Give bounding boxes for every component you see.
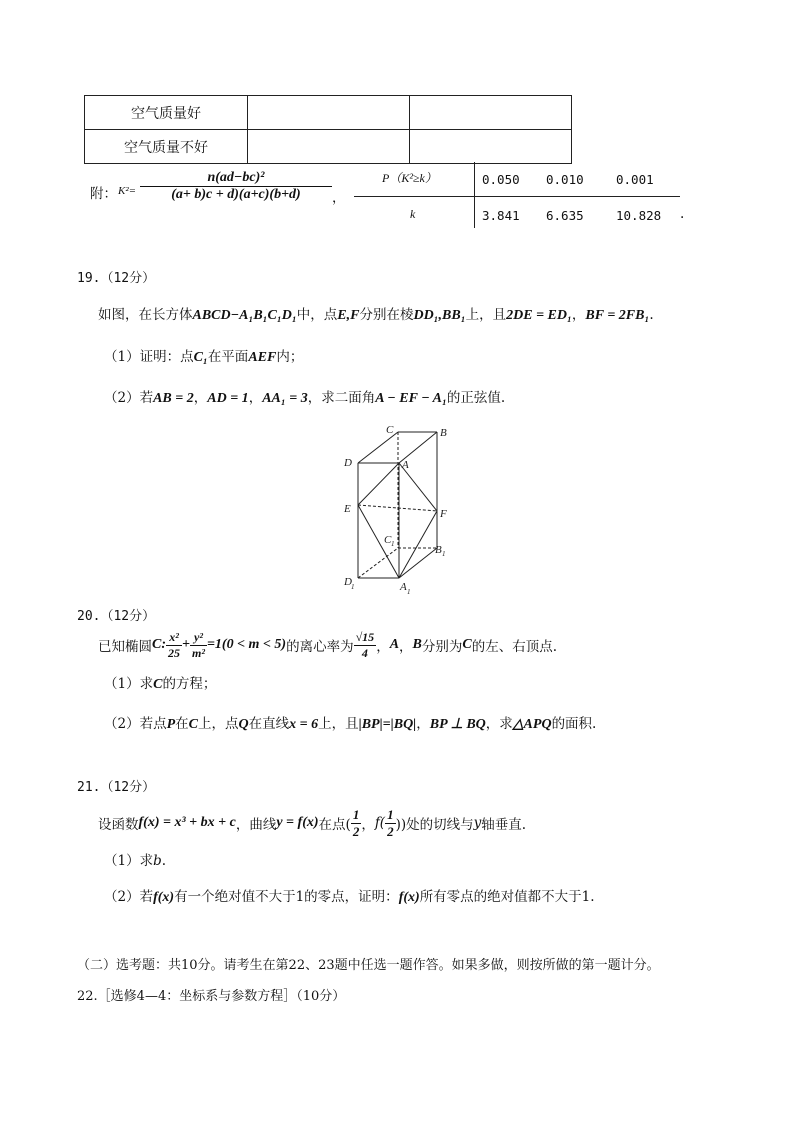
table-row: [85, 130, 572, 164]
q21-stem: [98, 804, 526, 842]
math: AD = 1: [207, 391, 249, 406]
k-header: k: [410, 207, 416, 221]
vertex-label-f: F: [440, 508, 447, 520]
text: y: [473, 815, 482, 831]
text: 轴垂直.: [481, 817, 527, 833]
air-quality-table: [84, 95, 572, 164]
math: BP ⊥ BQ: [429, 717, 486, 732]
q22-title: 22.［选修4—4：坐标系与参数方程］（10分）: [77, 989, 346, 1004]
q20-number: 20.（12分）: [77, 609, 156, 624]
half-fraction: [351, 807, 362, 840]
k-value: 6.635: [546, 208, 584, 223]
math: |BP|=|BQ|: [358, 717, 417, 732]
math: C: [188, 717, 198, 732]
k2-denominator: (a+ b)c + d)(a+c)(b+d): [171, 187, 301, 202]
math: 2DE = ED₁: [506, 308, 572, 323]
text: ，求: [485, 716, 513, 732]
text: 内；: [276, 349, 304, 365]
math: AA₁ = 3: [262, 391, 308, 406]
math: P: [166, 717, 176, 732]
text: ))处的切线与: [395, 817, 474, 833]
numerator: x²: [166, 630, 182, 646]
text: ，: [571, 307, 586, 323]
math: AEF: [248, 350, 277, 365]
math: B: [412, 637, 422, 652]
text: ，求二面角: [307, 390, 376, 406]
text: （1）求: [104, 676, 154, 692]
text: .: [649, 307, 654, 323]
text: 上，且: [465, 307, 507, 323]
text: （1）证明：点: [104, 349, 194, 365]
math: C: [152, 637, 162, 652]
text: ，: [361, 817, 375, 833]
edge: [358, 463, 399, 505]
k2-label: K²=: [118, 185, 137, 197]
denominator: 2: [352, 823, 360, 839]
denominator: 4: [361, 645, 368, 660]
text: 中，点: [296, 307, 338, 323]
denominator: 25: [168, 645, 181, 660]
text: 的左、右顶点.: [471, 639, 558, 655]
vertex-label-b: B: [440, 427, 447, 439]
math: =1(0 < m < 5): [206, 637, 287, 652]
math: y = f(x): [276, 815, 319, 830]
row-label: 空气质量好: [85, 96, 248, 130]
vertex-label-d: D: [344, 457, 352, 469]
q19-stem: [98, 303, 654, 324]
text: 设函数: [98, 817, 139, 833]
empty-cell: [248, 96, 410, 130]
edge: [399, 511, 437, 578]
text: （2）若点: [104, 716, 167, 732]
text: ，: [248, 390, 263, 406]
text: 的离心率为: [286, 639, 354, 655]
edge: [399, 548, 437, 578]
edge: [358, 432, 398, 463]
text: 分别在棱: [359, 307, 414, 323]
half-fraction: [385, 807, 396, 840]
empty-cell: [248, 130, 410, 164]
text: ，: [376, 639, 390, 655]
k-value: 10.828: [616, 208, 662, 223]
numerator: 1: [352, 806, 360, 822]
text: （1）求: [104, 853, 154, 869]
table-row: [85, 96, 572, 130]
math: f(x): [398, 890, 420, 905]
p-value: 0.050: [482, 172, 520, 187]
text: 上，点: [198, 716, 239, 732]
text: .: [161, 853, 167, 869]
p-value: 0.001: [616, 172, 654, 187]
q21-part2: [104, 885, 595, 906]
math: DD₁,BB₁: [413, 308, 466, 323]
q21-number: 21.（12分）: [77, 780, 156, 795]
text: b: [153, 853, 162, 869]
cuboid-figure: [330, 420, 470, 600]
text: ，: [193, 390, 208, 406]
q19-number: 19.（12分）: [77, 271, 156, 286]
text: （2）若: [104, 390, 154, 406]
text: ，曲线: [235, 817, 277, 833]
vertex-label-b1: B: [435, 544, 442, 556]
text: 在点(: [318, 817, 351, 833]
math: BF = 2FB₁: [585, 308, 650, 323]
subscript: 1: [442, 550, 446, 558]
numerator: 1: [387, 806, 394, 822]
math: :: [161, 637, 167, 652]
math: C₁: [193, 350, 208, 365]
text: （2）若: [104, 889, 154, 905]
x-term: [166, 630, 182, 661]
text: 分别为: [421, 639, 463, 655]
hidden-edge: [358, 548, 398, 578]
math: x = 6: [289, 717, 319, 732]
eccentricity: [354, 630, 377, 661]
numerator: y²: [190, 630, 207, 646]
text: 的正弦值.: [446, 390, 506, 406]
table-divider: [474, 162, 475, 228]
vertex-label-e: E: [344, 503, 351, 515]
subscript: 1: [391, 540, 395, 548]
appendix-comma: ，: [332, 190, 346, 206]
q21-part1: [104, 849, 166, 869]
q20-stem: [98, 628, 557, 662]
appendix-prefix: 附：: [90, 186, 117, 202]
text: 已知椭圆: [98, 639, 152, 655]
k-value: 3.841: [482, 208, 520, 223]
math: △APQ: [512, 717, 552, 732]
p-value: 0.010: [546, 172, 584, 187]
math: C: [153, 677, 163, 692]
empty-cell: [410, 130, 572, 164]
text: f(: [374, 815, 386, 831]
text: 在平面: [207, 349, 249, 365]
table-divider: [354, 196, 680, 197]
text: 如图，在长方体: [98, 307, 193, 323]
subscript: 1: [351, 583, 355, 591]
text: 在: [175, 716, 189, 732]
y-term: [190, 630, 207, 661]
vertex-label-a1: A: [400, 581, 407, 593]
vertex-label-d1: D: [344, 576, 352, 588]
p-header: P（K²≥k）: [382, 171, 437, 185]
q20-part1: [104, 672, 216, 693]
math: A − EF − A₁: [375, 391, 447, 406]
math: E,F: [337, 308, 360, 323]
math: Q: [238, 717, 249, 732]
empty-cell: [410, 96, 572, 130]
denominator: 2: [387, 823, 394, 839]
text: 的面积.: [551, 716, 597, 732]
end-dot: .: [680, 206, 685, 222]
k2-fraction: [140, 170, 332, 203]
text: 所有零点的绝对值都不大于1.: [419, 889, 595, 905]
math: f(x) = x³ + bx + c: [138, 815, 236, 830]
text: 的方程；: [162, 676, 217, 692]
vertex-label-c: C: [386, 424, 394, 436]
text: ，: [416, 716, 430, 732]
elective-header: （二）选考题：共10分。请考生在第22、23题中任选一题作答。如果多做，则按所做的第一题计分。: [77, 958, 660, 973]
text: ，: [399, 639, 413, 655]
math: C: [462, 637, 472, 652]
math: f(x): [153, 890, 175, 905]
row-label: 空气质量不好: [85, 130, 248, 164]
math: AB = 2: [153, 391, 194, 406]
math: ABCD−A₁B₁C₁D₁: [192, 308, 297, 323]
vertex-label-c1: C: [384, 534, 392, 546]
subscript: 1: [407, 588, 411, 596]
text: 上，且: [318, 716, 359, 732]
math: A: [389, 637, 400, 652]
q20-part2: [104, 712, 596, 733]
vertex-label-a: A: [402, 459, 409, 471]
q19-part2: [104, 386, 505, 407]
denominator: m²: [192, 645, 205, 660]
math: +: [182, 637, 190, 652]
q19-part1: [104, 345, 303, 366]
k2-numerator: n(ad−bc)²: [140, 170, 332, 187]
text: 有一个绝对值不大于1的零点，证明：: [174, 889, 399, 905]
text: 在直线: [248, 716, 290, 732]
numerator: √15: [355, 629, 375, 644]
